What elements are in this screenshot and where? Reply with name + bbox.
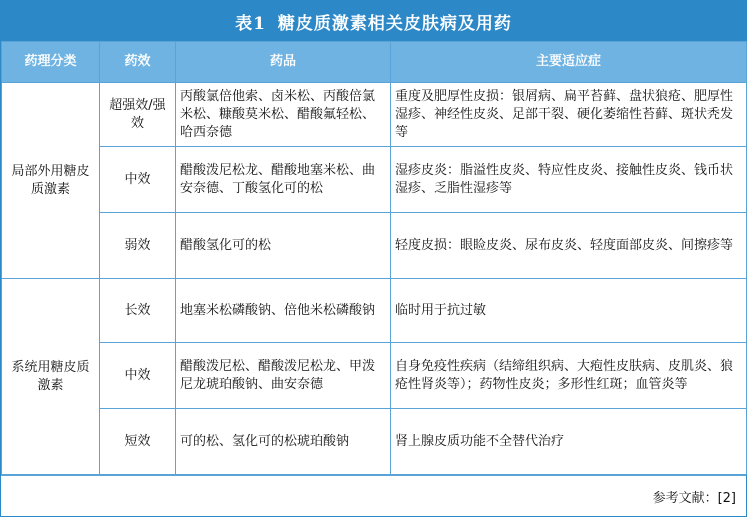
drugs-cell: 可的松、氢化可的松琥珀酸钠 [176,409,391,475]
table-row [2,83,747,147]
header-potency: 药效 [100,42,176,83]
potency-cell: 中效 [100,147,176,213]
reference-footer [1,475,746,516]
table-row [2,343,747,409]
table-number: 表1 [235,13,266,34]
table-title: 糖皮质激素相关皮肤病及用药 [277,13,512,34]
potency-cell: 超强效/强效 [100,83,176,147]
indication-cell: 肾上腺皮质功能不全替代治疗 [391,409,747,475]
drugs-cell: 醋酸氢化可的松 [176,213,391,279]
category-cell: 局部外用糖皮质激素 [2,83,100,279]
potency-cell: 中效 [100,343,176,409]
table-title-bar [1,1,746,41]
header-row [2,42,747,83]
category-cell: 系统用糖皮质激素 [2,279,100,475]
drugs-cell: 醋酸泼尼松、醋酸泼尼松龙、甲泼尼龙琥珀酸钠、曲安奈德 [176,343,391,409]
header-category: 药理分类 [2,42,100,83]
drugs-cell: 醋酸泼尼松龙、醋酸地塞米松、曲安奈德、丁酸氢化可的松 [176,147,391,213]
potency-cell: 长效 [100,279,176,343]
indication-cell: 湿疹皮炎：脂溢性皮炎、特应性皮炎、接触性皮炎、钱币状湿疹、乏脂性湿疹等 [391,147,747,213]
table-row [2,213,747,279]
indication-cell: 临时用于抗过敏 [391,279,747,343]
potency-cell: 短效 [100,409,176,475]
drugs-cell: 丙酸氯倍他索、卤米松、丙酸倍氯米松、糠酸莫米松、醋酸氟轻松、哈西奈德 [176,83,391,147]
potency-cell: 弱效 [100,213,176,279]
indication-cell: 重度及肥厚性皮损：银屑病、扁平苔藓、盘状狼疮、肥厚性湿疹、神经性皮炎、足部干裂、硬化萎缩性苔藓、斑状秃发等 [391,83,747,147]
indication-cell: 自身免疫性疾病（结缔组织病、大疱性皮肤病、皮肌炎、狼疮性肾炎等）；药物性皮炎；多形性红斑；血管炎等 [391,343,747,409]
drugs-cell: 地塞米松磷酸钠、倍他米松磷酸钠 [176,279,391,343]
drug-table [1,41,747,475]
header-indication: 主要适应症 [391,42,747,83]
indication-cell: 轻度皮损：眼睑皮炎、尿布皮炎、轻度面部皮炎、间擦疹等 [391,213,747,279]
reference-text: 参考文献：[2] [652,490,736,506]
table-row [2,409,747,475]
header-drugs: 药品 [176,42,391,83]
table-row [2,279,747,343]
table-row [2,147,747,213]
